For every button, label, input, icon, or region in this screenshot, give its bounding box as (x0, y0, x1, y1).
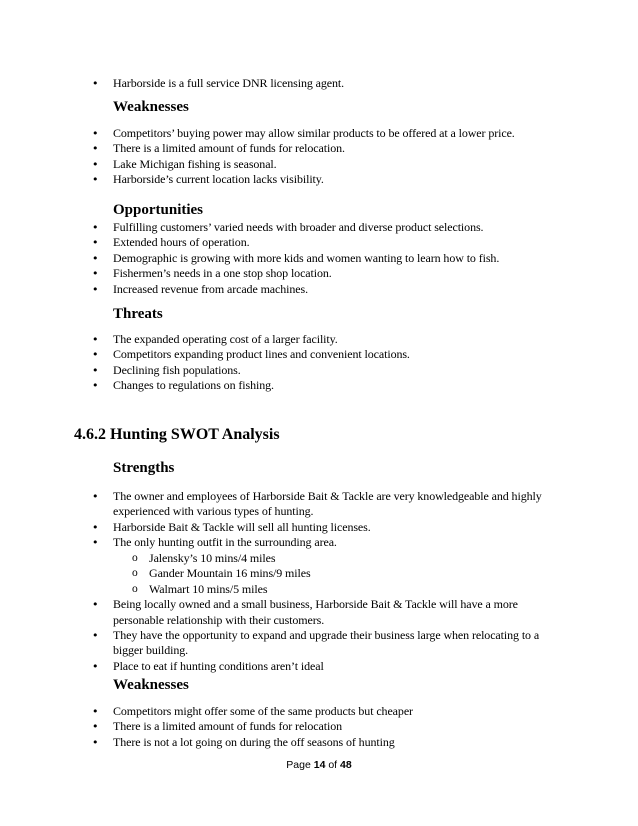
weaknesses-heading: Weaknesses (113, 677, 189, 693)
strengths-heading: Strengths (113, 460, 175, 476)
list-item (92, 535, 562, 597)
list-item: • Demographic is growing with more kids and women wanting to learn how to fish. (92, 251, 562, 266)
weaknesses-list (92, 126, 562, 188)
sub-list-item: o Jalensky’s 10 mins/4 miles (132, 551, 562, 567)
list-item: • Place to eat if hunting conditions aren’t ideal (92, 659, 562, 674)
list-item: • They have the opportunity to expand and upgrade their business large when relocating to a bigger building. (92, 628, 562, 659)
list-item: • Extended hours of operation. (92, 235, 562, 250)
sub-list-item: o Gander Mountain 16 mins/9 miles (132, 566, 562, 582)
list-item: • The owner and employees of Harborside Bait & Tackle are very knowledgeable and highly experienced with various types of hunting. (92, 489, 562, 520)
list-item-text: The only hunting outfit in the surrounding area. (113, 535, 337, 550)
footer-prefix: Page (286, 759, 314, 771)
list-item: • Harborside’s current location lacks visibility. (92, 172, 562, 187)
intro-list (92, 76, 562, 91)
list-item: • Competitors expanding product lines and convenient locations. (92, 347, 562, 362)
list-item: • Fulfilling customers’ varied needs with broader and diverse product selections. (92, 220, 562, 235)
page-total: 48 (340, 759, 352, 771)
list-item: • Competitors might offer some of the same products but cheaper (92, 704, 562, 719)
opportunities-heading: Opportunities (113, 202, 204, 218)
list-item: • Increased revenue from arcade machines. (92, 282, 562, 297)
list-item: • Fishermen’s needs in a one stop shop location. (92, 266, 562, 281)
weaknesses-heading: Weaknesses (113, 99, 189, 115)
threats-list (92, 332, 562, 394)
list-item: • There is a limited amount of funds for relocation. (92, 141, 562, 156)
list-item: • Harborside Bait & Tackle will sell all hunting licenses. (92, 520, 562, 535)
list-item: • Harborside is a full service DNR licensing agent. (92, 76, 562, 91)
list-item: • There is not a lot going on during the off seasons of hunting (92, 735, 562, 750)
list-item: • Declining fish populations. (92, 363, 562, 378)
distance-list (113, 551, 562, 598)
strengths-list (92, 489, 562, 674)
list-item: • There is a limited amount of funds for relocation (92, 719, 562, 734)
page-number: 14 (313, 759, 326, 771)
list-item: • Competitors’ buying power may allow similar products to be offered at a lower price. (92, 126, 562, 141)
sub-list-item: o Walmart 10 mins/5 miles (132, 582, 562, 598)
opportunities-list (92, 220, 562, 297)
weaknesses-list (92, 704, 562, 750)
page-footer (0, 759, 638, 771)
footer-mid: of (325, 759, 341, 771)
list-item: • The expanded operating cost of a larger facility. (92, 332, 562, 347)
threats-heading: Threats (113, 306, 163, 322)
list-item: • Being locally owned and a small business, Harborside Bait & Tackle will have a more personable relationship with their customers. (92, 597, 562, 628)
list-item: • Lake Michigan fishing is seasonal. (92, 157, 562, 172)
list-item: • Changes to regulations on fishing. (92, 378, 562, 393)
section-title: 4.6.2 Hunting SWOT Analysis (74, 426, 280, 443)
